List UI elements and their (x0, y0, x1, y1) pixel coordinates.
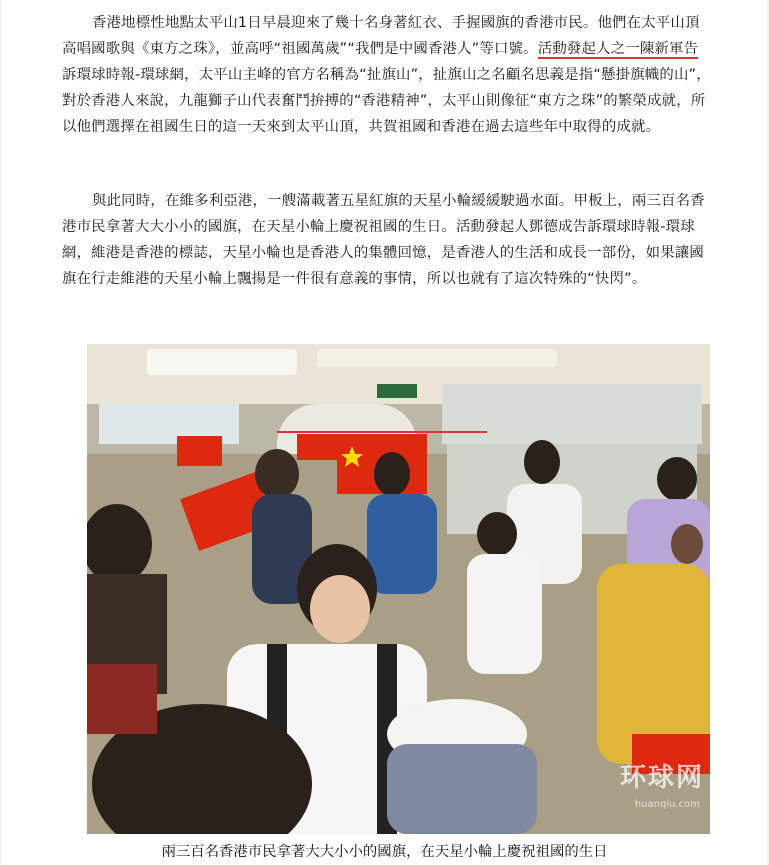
watermark-logo: 环球网 (619, 763, 704, 793)
paragraph-1 (62, 10, 712, 140)
paragraph-1-text: 香港地標性地點太平山1日早晨迎來了幾十名身著紅衣、手握國旗的香港市民。他們在太平山頂高唱國歌與《東方之珠》，並高呼“祖國萬歲”“我們是中國香港人”等口號。 (62, 15, 700, 57)
ferry-scene-illustration (87, 344, 710, 834)
paragraph-1-continuation: 訴環球時報-環球網，太平山主峰的官方名稱為“扯旗山”，扯旗山之名顧名思義是指“懸掛旗幟的山”，對於香港人來說，九龍獅子山代表奮鬥拚搏的“香港精神”，太平山則像征“東方之珠”的繁榮成就，所以他們選擇在祖國生日的這一天來到太平山頂，共賀祖國和香港在過去這些年中取得的成就。 (62, 67, 711, 135)
highlighted-phrase: 活動發起人之一陳新軍告 (537, 41, 699, 57)
ferry-photo (87, 344, 710, 834)
watermark-url: huanqiu.com (634, 799, 700, 810)
paragraph-2: 與此同時，在維多利亞港，一艘滿載著五星紅旗的天星小輪緩緩駛過水面。甲板上，兩三百名香港市民拿著大大小小的國旗，在天星小輪上慶祝祖國的生日。活動發起人鄧德成告訴環球時報-環球網，維港是香港的標誌，天星小輪也是香港人的集體回憶，是香港人的生活和成長一部份，如果讓國旗在行走維港的天星小輪上飄揚是一件很有意義的事情，所以也就有了這次特殊的“快閃”。 (62, 193, 705, 287)
photo-caption: 兩三百名香港市民拿著大大小小的國旗，在天星小輪上慶祝祖國的生日 (161, 844, 608, 860)
